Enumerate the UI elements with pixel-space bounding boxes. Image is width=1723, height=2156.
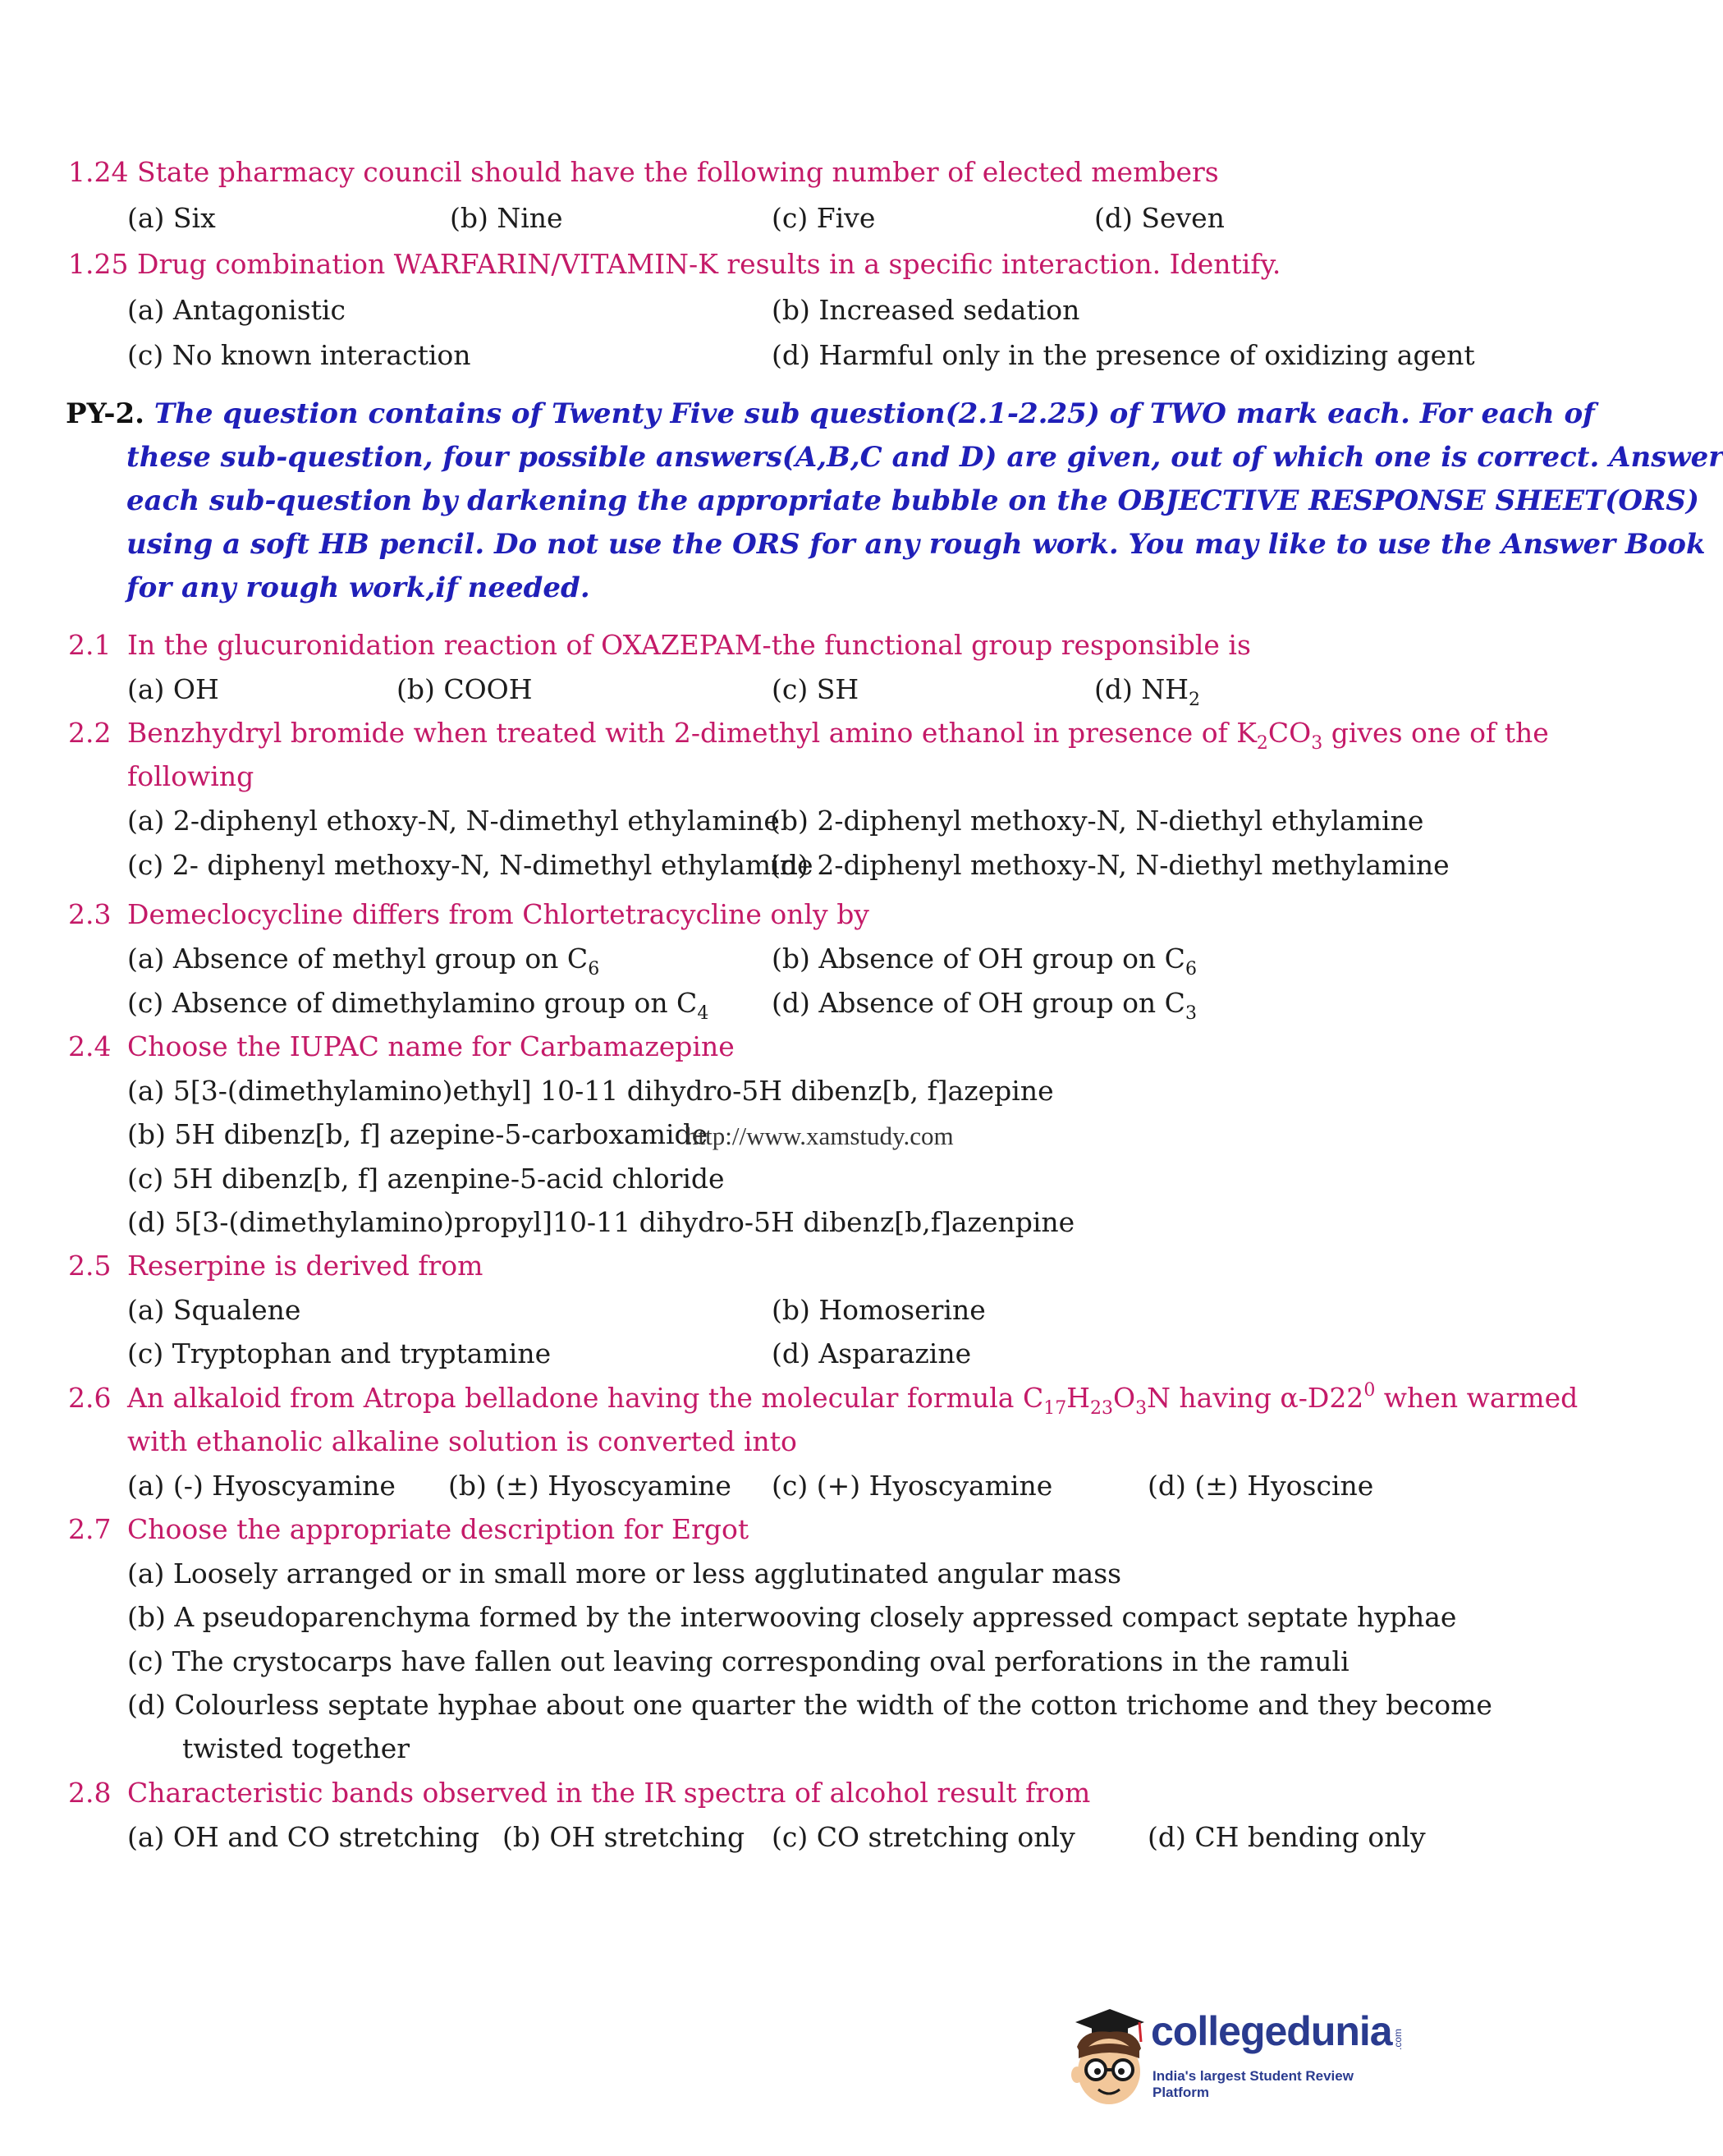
question-1-25: [68, 248, 1281, 281]
option-d: (d) CH bending only: [1148, 1821, 1426, 1853]
question-text: Drug combination WARFARIN/VITAMIN-K results in a specific interaction. Identify.: [136, 248, 1281, 280]
question-text: Choose the appropriate description for Ergot: [127, 1513, 749, 1545]
option-b: (b) Homoserine: [772, 1294, 986, 1326]
question-number: 2.5: [68, 1250, 112, 1282]
option-d-continued: twisted together: [182, 1732, 410, 1764]
question-number: 1.24: [68, 156, 129, 188]
subscript: 3: [1185, 1003, 1197, 1024]
section-label: PY-2.: [66, 397, 145, 430]
question-text: [127, 1380, 1579, 1419]
question-text: Demeclocycline differs from Chlortetracycline only by: [127, 898, 869, 930]
option-c: (c) 5H dibenz[b, f] azenpine-5-acid chloride: [127, 1163, 725, 1195]
option-text: (d) Absence of OH group on C: [772, 987, 1185, 1019]
option-a: (a) (-) Hyoscyamine: [127, 1470, 396, 1502]
option-d: (d) Harmful only in the presence of oxidizing agent: [772, 339, 1475, 371]
question-number: 2.8: [68, 1777, 112, 1809]
option-b: (b) COOH: [396, 673, 533, 705]
question-number: 1.25: [68, 248, 129, 280]
logo-tagline: India's largest Student Review Platform: [1152, 2068, 1354, 2100]
option-b: (b) Increased sedation: [772, 294, 1080, 326]
question-text-part: Benzhydryl bromide when treated with 2-dimethyl amino ethanol in presence of K: [127, 717, 1257, 749]
option-d: (d) (±) Hyoscine: [1148, 1470, 1374, 1502]
collegedunia-logo[interactable]: [1059, 1999, 1404, 2114]
option-d: (d) 2-diphenyl methoxy-N, N-diethyl methylamine: [770, 849, 1450, 881]
question-text: Characteristic bands observed in the IR spectra of alcohol result from: [127, 1777, 1091, 1809]
mascot-icon: [1059, 1999, 1149, 2114]
option-a: (a) 5[3-(dimethylamino)ethyl] 10-11 dihydro-5H dibenz[b, f]azepine: [127, 1075, 1054, 1107]
subscript: 3: [1135, 1398, 1148, 1419]
option-text: (d) NH: [1094, 673, 1189, 705]
question-number: 2.6: [68, 1382, 112, 1414]
option-d: (d) Seven: [1094, 202, 1225, 234]
option-c: (c) CO stretching only: [772, 1821, 1075, 1853]
subscript: 23: [1090, 1398, 1113, 1419]
option-c: [127, 987, 709, 1024]
superscript: 0: [1363, 1380, 1376, 1401]
question-text-part: CO: [1267, 717, 1312, 749]
option-c: (c) 2- diphenyl methoxy-N, N-dimethyl ethylamine: [127, 849, 813, 881]
instruction-line: The question contains of Twenty Five sub question(2.1-2.25) of TWO mark each. For each of: [154, 397, 1595, 430]
option-d: [1094, 673, 1201, 710]
section-instructions: [66, 392, 1723, 610]
subscript: 2: [1256, 733, 1268, 754]
question-number: 2.4: [68, 1030, 112, 1062]
question-text-continued: following: [127, 760, 254, 792]
question-text-part: N having α-D22: [1147, 1382, 1364, 1414]
option-a: (a) Six: [127, 202, 216, 234]
question-text-part: O: [1113, 1382, 1136, 1414]
subscript: 2: [1189, 690, 1201, 710]
option-c: (c) SH: [772, 673, 859, 705]
instruction-line: for any rough work,if needed.: [126, 571, 590, 604]
option-text: (c) Absence of dimethylamino group on C: [127, 987, 698, 1019]
option-d: (d) Asparazine: [772, 1337, 972, 1369]
question-text: In the glucuronidation reaction of OXAZEPAM-the functional group responsible is: [127, 629, 1251, 661]
subscript: 6: [1185, 959, 1197, 979]
option-b: [772, 943, 1197, 979]
question-text-part: H: [1066, 1382, 1090, 1414]
option-b: (b) 2-diphenyl methoxy-N, N-diethyl ethylamine: [770, 805, 1424, 837]
subscript: 4: [697, 1003, 709, 1024]
question-number: 2.7: [68, 1513, 112, 1545]
subscript: 17: [1043, 1398, 1067, 1419]
question-1-24: [68, 156, 1219, 189]
option-a: (a) Loosely arranged or in small more or less agglutinated angular mass: [127, 1557, 1122, 1589]
instruction-line: each sub-question by darkening the appropriate bubble on the OBJECTIVE RESPONSE SHEET(ORS): [126, 484, 1699, 517]
option-a: (a) 2-diphenyl ethoxy-N, N-dimethyl ethylamine: [127, 805, 780, 837]
question-number: 2.2: [68, 717, 112, 749]
subscript: 6: [588, 959, 600, 979]
subscript: 3: [1311, 733, 1323, 754]
question-number: 2.3: [68, 898, 112, 930]
option-b: (b) A pseudoparenchyma formed by the interwooving closely appressed compact septate hyphae: [127, 1601, 1457, 1633]
option-c: (c) The crystocarps have fallen out leaving corresponding oval perforations in the ramuli: [127, 1645, 1350, 1677]
question-text: [127, 717, 1549, 754]
option-b: (b) 5H dibenz[b, f] azepine-5-carboxamide: [127, 1118, 708, 1150]
option-c: (c) Five: [772, 202, 876, 234]
option-c: (c) Tryptophan and tryptamine: [127, 1337, 552, 1369]
logo-wordmark: collegedunia: [1151, 2008, 1392, 2054]
question-text-continued: with ethanolic alkaline solution is converted into: [127, 1425, 797, 1457]
option-text: (a) Absence of methyl group on C: [127, 943, 589, 975]
question-number: 2.1: [68, 629, 112, 661]
option-text: (b) Absence of OH group on C: [772, 943, 1185, 975]
option-b: (b) (±) Hyoscyamine: [448, 1470, 731, 1502]
option-a: (a) OH and CO stretching: [127, 1821, 479, 1853]
question-text: State pharmacy council should have the following number of elected members: [136, 156, 1219, 188]
question-text-part: gives one of the: [1322, 717, 1549, 749]
question-text: Choose the IUPAC name for Carbamazepine: [127, 1030, 735, 1062]
source-url[interactable]: http://www.xamstudy.com: [685, 1122, 954, 1150]
option-c: (c) No known interaction: [127, 339, 471, 371]
question-text: Reserpine is derived from: [127, 1250, 483, 1282]
option-c: (c) (+) Hyoscyamine: [772, 1470, 1053, 1502]
option-a: [127, 943, 600, 979]
option-d: (d) Colourless septate hyphae about one quarter the width of the cotton trichome and they become: [127, 1689, 1492, 1721]
instruction-line: these sub-question, four possible answers(A,B,C and D) are given, out of which one is correct. Answer: [126, 441, 1723, 474]
option-d: (d) 5[3-(dimethylamino)propyl]10-11 dihydro-5H dibenz[b,f]azenpine: [127, 1206, 1075, 1238]
option-d: [772, 987, 1197, 1024]
option-a: (a) Squalene: [127, 1294, 301, 1326]
question-text-part: when warmed: [1375, 1382, 1579, 1414]
option-b: (b) Nine: [450, 202, 563, 234]
option-a: (a) Antagonistic: [127, 294, 346, 326]
question-text-part: An alkaloid from Atropa belladone having the molecular formula C: [127, 1382, 1044, 1414]
instruction-line: using a soft HB pencil. Do not use the ORS for any rough work. You may like to use the Answer Book: [126, 528, 1706, 561]
logo-domain: .com: [1392, 2028, 1405, 2051]
option-a: (a) OH: [127, 673, 219, 705]
option-b: (b) OH stretching: [502, 1821, 745, 1853]
